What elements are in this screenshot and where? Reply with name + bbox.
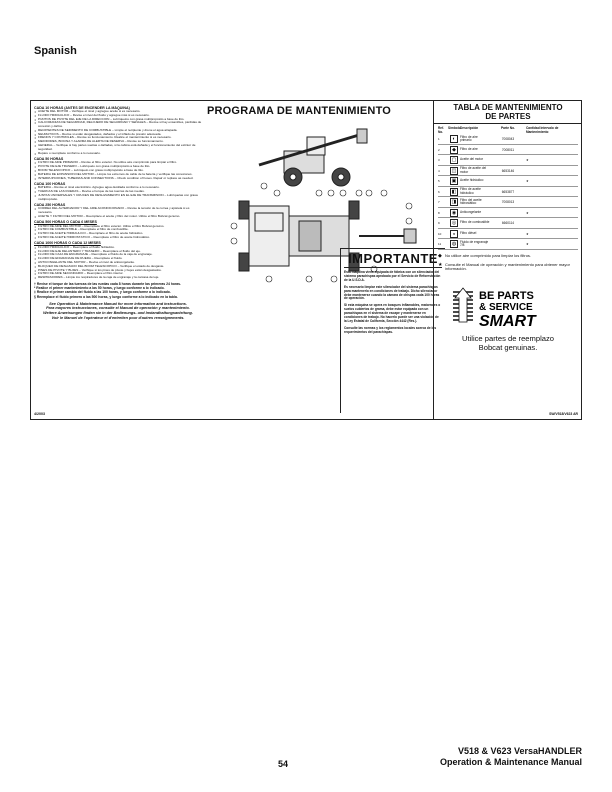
genuine-parts-line2: Bobcat genuinas. (478, 343, 538, 353)
logo-tool-icon (455, 288, 471, 322)
schedule-item: • ACEITE DEL MOTOR – Verifique el nivel y agregue aceite si es necesario. (34, 110, 202, 114)
schedule-heading: CADA 250 HORAS (34, 202, 66, 207)
schedule-notes (34, 282, 202, 299)
schedule-item: • JUNTAS UNIVERSALES Y CRUCES DE DESLIZAMIENTO EN EL EJE DE TRANSMISIÓN – Lubríquelas con grasa multipropósito. (34, 194, 202, 202)
important-paragraph: Esta máquina viene equipada de fábrica con un silenciador del sistema parachispas aprobado por el Servicio de Reforestación de la U.S.D.A. (344, 270, 441, 282)
schedule-item: • FLUIDO DE EJE DELANTERO Y TRASERO – Reemplace el fluido del eje. (34, 250, 202, 254)
star-icon: ★ (438, 261, 443, 268)
symbol-box-icon: ◆ (450, 146, 458, 154)
schedule-item: • FLUIDO HIDRÁULICO – Reemplace el fluido hidráulico. (34, 246, 202, 250)
parts-table-rows (438, 134, 578, 250)
schedule-heading: CADA 100 HORAS (34, 181, 66, 186)
page-number: 54 (278, 759, 289, 769)
row-part-number: 6653146 (501, 168, 515, 173)
decal-date: 4/2003 (34, 412, 45, 416)
important-title: IMPORTANTE (344, 251, 442, 268)
schedule-item: • BLOQUEO DE DESLIZADO DEL BOOM TELESCÓPICO – Verifique el estado de desgaste. (34, 265, 202, 269)
manual-reference (34, 302, 202, 320)
parts-table-row (438, 208, 578, 219)
parts-table-title-line2: DE PARTES (485, 111, 531, 121)
symbol-box-icon: ◒ (450, 230, 458, 238)
service-symbol-icon (448, 156, 460, 165)
schedule-item: • RESPIRADORES – Limpie los respiradores de la caja de engranaje y la carcasa del eje. (34, 276, 202, 280)
schedule-item: • CALCOMANÍAS DE SEGURIDAD, RELOJERO DE SEGURIDAD Y SEÑALES – Revise si hay ensambles, pérdidas de conexión y daños. (34, 121, 202, 129)
row-part-number: 6653877 (501, 189, 515, 194)
service-symbol-icon (448, 187, 460, 196)
row-description: Filtro diésel (460, 230, 477, 235)
parts-table-row (438, 145, 578, 156)
table-note-text: No utilice aire comprimido para limpiar los filtros. (445, 252, 532, 258)
language-label: Spanish (34, 45, 77, 57)
row-part-number: 7008013 (501, 200, 515, 205)
row-description: Aceite hidráulico (460, 178, 484, 183)
important-paragraph: Si esta máquina se opera en bosques inflamables, matorrales o suelos cubiertos de grama, debe estar equipada con un parachispas en el sistema de escape y mantenerse en condiciones de trabajo. No hacerlo puede ser una violación de la Ley Estatal de California, Sección 4442 (Res.). (344, 303, 441, 323)
parts-table-title-line1: TABLA DE MANTENIMIENTO (453, 103, 563, 112)
be-parts-service-smart-logo (438, 282, 578, 332)
diamond-icon: ◆ (438, 252, 442, 259)
row-description: Filtro de combustible (460, 220, 490, 225)
schedule-item: • RECIPIENTES DE SEDIMENTO DE COMBUSTIBLE – Limpie el recipiente y drene el agua atrapada. (34, 129, 202, 133)
manual-reference-line: Voir le Manuel de l'opérateur et d'entretien pour d'autres renseignements. (51, 315, 185, 320)
parts-table-panel (433, 101, 581, 419)
logo-line1: BE PARTS (479, 290, 534, 303)
table-note (438, 254, 578, 259)
schedule-item: • CORREA DEL ALTERNADOR Y DEL AIRE ACONDICIONADO – Revise la tensión de la correa y ajústela si es necesario. (34, 207, 202, 215)
maintenance-schedule-list (34, 104, 202, 416)
parts-table-row (438, 187, 578, 198)
manual-reference-line: See Operation & Maintenance Manual for more information and instructions. (49, 301, 187, 306)
logo-line2: & SERVICE (479, 302, 533, 314)
parts-table-header (438, 127, 578, 134)
row-description: Filtro de aire primario (460, 134, 478, 143)
manual-title-line1: V518 & V623 VersaHANDLER (457, 746, 582, 756)
schedule-note: † Revise el torque de las tuercas de las ruedas cada 8 horas durante las primeras 24 horas. (34, 281, 181, 286)
schedule-item: • FLUIDO DE CAJA DE ENGRANAJE – Reemplace el fluido de la caja de engranaje. (34, 253, 202, 257)
parts-table-row (438, 197, 578, 208)
parts-table-row (438, 239, 578, 250)
row-ref: 9 (438, 221, 440, 226)
service-symbol-icon (448, 219, 460, 228)
header-quantity: Cantidad Intervalo de Mantenimiento (526, 126, 559, 134)
schedule-item: • FLUIDO DE ENGRANAJE DE RUEDA – Reemplace el fluido. (34, 257, 202, 261)
row-quantity: ★ (526, 210, 529, 215)
symbol-box-icon: ◍ (451, 241, 457, 248)
manual-title (440, 746, 582, 768)
parts-table-row (438, 155, 578, 166)
row-description: Filtro de aire (460, 146, 478, 151)
row-description: Aceite del motor (460, 157, 484, 162)
manual-reference-line: Para mayores instrucciones, consulte el Manual de operación y mantenimiento. (46, 306, 190, 311)
row-part-number: 7008043 (501, 137, 515, 142)
manual-title-line2: Operation & Maintenance Manual (439, 757, 582, 767)
header-ref: Ref. No. (438, 126, 445, 134)
row-ref: 8 (438, 210, 440, 215)
schedule-item: • BATERÍA – Revise el nivel electrolítico. Agregue agua destilada conforme a lo necesario. (34, 186, 202, 190)
genuine-parts-line1: Utilice partes de reemplazo (461, 334, 554, 344)
table-note-text: Consulte el Manual de operación y mantenimiento para obtener mayor información. (445, 261, 570, 272)
schedule-heading: CADA 50 HORAS (34, 156, 64, 161)
schedule-item: • NEUMÁTICOS – Revise si están desgastados, dañados y el inflado de presión adecuada. (34, 133, 202, 137)
row-ref: 4 (438, 168, 440, 173)
row-ref: 6 (438, 189, 440, 194)
row-part-number: 7008011 (501, 147, 515, 152)
parts-table-row (438, 218, 578, 229)
schedule-item: • FLUIDO HIDRÁULICO – Revise el nivel del fluido y agregue más si es necesario. (34, 114, 202, 118)
schedule-item: • FILTRO DE AIRE DEL MOTOR – Reemplace el filtro exterior. Utilice el filtro Bobcat genuino. (34, 225, 202, 229)
row-ref: 3 (438, 158, 440, 163)
symbol-box-icon: ◫ (451, 167, 457, 174)
schedule-heading: CADA 10 HORAS (ANTES DE ENCENDER LA MÁQUINA) (34, 105, 130, 110)
row-ref: 11 (438, 242, 442, 247)
schedule-item: • PIVOTE DE EJE TRASERO – Lubríquelo con grasa multipropósito a base de litio. (34, 165, 202, 169)
important-paragraph: Consulte las normas y los reglamentos locales acerca de los requerimientos del parachispas. (344, 325, 437, 334)
symbol-box-icon: ▣ (451, 178, 457, 185)
logo-graphic (449, 282, 567, 332)
logo-line3: SMART (479, 313, 536, 331)
header-symbol: Símbolo (448, 126, 461, 131)
decal-part-number: SW/V518/V623 AR (549, 412, 578, 416)
schedule-note: ‡ Realice el primer cambio del fluido a las 100 horas, y luego conforme a lo indicado. (34, 290, 171, 295)
row-quantity: ★ (526, 242, 529, 247)
service-symbol-icon (448, 177, 460, 186)
parts-table-row (438, 166, 578, 177)
row-quantity: ★ (526, 158, 529, 163)
schedule-item: • FILTRO DE ACEITE HIDROSTÁTICO – Reemplace el filtro de aceite hidrostático. (34, 236, 202, 240)
row-description: Filtro de aceite hidráulico (460, 187, 481, 195)
parts-table-row (438, 229, 578, 240)
table-note (438, 263, 578, 273)
schedule-item: • ACEITE Y FILTRO DEL MOTOR – Reemplace el aceite y filtro del motor. Utilice el filtro Bobcat genuino. (34, 215, 202, 219)
maintenance-decal (30, 100, 582, 420)
row-description: Filtro de aceite del motor (460, 166, 487, 174)
header-description: Descripción (460, 126, 479, 131)
symbol-box-icon: ◐ (450, 135, 458, 143)
symbol-box-icon: ◉ (451, 209, 457, 216)
schedule-item: • MEDIDORES, BOCINA Y ALARMA DE ALERTA DE RESERVA – Revise su funcionamiento. (34, 140, 202, 144)
program-title: PROGRAMA DE MANTENIMIENTO (207, 105, 392, 117)
manual-reference-line: Weitere Anweisungen finden sie in der Bedienungs- und Instandhaltungsanleitung. (43, 310, 193, 315)
row-quantity: ★ (526, 231, 529, 236)
schedule-item: • PUNTOS DE PIVOTE DEL EJE DE LA DIRECCIÓN – Lubríquelos con grasa multipropósito a base de litio. (34, 118, 202, 122)
schedule-heading: CADA 500 HORAS O CADA 6 MESES (34, 220, 97, 225)
schedule-item: • INTERRUPCIONES, TUBERÍAS AND CONNECTIONS – Check condition of hoses. Repair or replace as needed. (34, 177, 202, 181)
schedule-item: • TUERCAS DE LAS RUEDAS – Revise el torque de las tuercas de las ruedas. (34, 190, 202, 194)
row-description: Filtro del aceite hidrostático (460, 197, 482, 206)
row-ref: 1 (438, 137, 440, 142)
telehandler-side-view (259, 129, 367, 186)
row-description: Anticongelante (460, 209, 482, 214)
important-paragraph: Es necesario limpiar este silenciador del sistema parachispas para mantenerlo en condiciones de trabajo. Dicho silenciador debe mantenerse cuando la cámara de chispas cada 100 horas de operación. (344, 284, 440, 301)
schedule-heading: CADA 1000 HORAS O CADA 12 MESES (34, 241, 101, 246)
parts-table-row (438, 134, 578, 145)
symbol-box-icon: ◨ (451, 199, 457, 206)
service-symbol-icon (448, 208, 460, 217)
row-quantity: ★ (526, 179, 529, 184)
important-notice (340, 248, 445, 413)
service-symbol-icon (448, 145, 460, 154)
symbol-box-icon: ◧ (451, 188, 457, 195)
row-part-number: 6660114 (501, 221, 515, 226)
schedule-item: • FILTRO DE AIRE PRIMARIO – Revise el filtro exterior. No utilice aire comprimido para limpiar el filtro. (34, 161, 202, 165)
service-symbol-icon (448, 198, 460, 207)
schedule-item: • BATERÍA DE EXPANSIÓN DEL MOTOR – Limpie los extremos de cable de la batería y verifique las conexiones. (34, 173, 202, 177)
schedule-item: • FILTRO DE ACEITE HIDRÁULICO – Reemplace el filtro de aceite hidráulico. (34, 232, 202, 236)
header-part: Parte No. (501, 126, 515, 131)
row-ref: 7 (438, 200, 440, 205)
row-ref: 5 (438, 179, 440, 184)
schedule-item: • FILTRO DE AIRE SECUNDARIO – Reemplace el filtro interior. (34, 272, 202, 276)
schedule-item: • FRENOS Y CONTROLES – Revise su funcionamiento. Realice el mantenimiento si es necesario. (34, 136, 202, 140)
schedule-note: § Reemplace el fluido primero a las 500 horas, y luego conforme a lo indicado en la tabla. (34, 294, 178, 299)
schedule-item: • ANTICONGELANTE DEL MOTOR – Revise el nivel de anticongelante. (34, 261, 202, 265)
row-description: Fluido de engranaje 7/8 (460, 239, 489, 248)
schedule-note: * Realice el primer mantenimiento a las 50 horas, y luego conforme a lo indicado. (34, 286, 165, 291)
service-symbol-icon (448, 166, 460, 175)
symbol-box-icon: ◎ (451, 220, 457, 227)
parts-table-row (438, 176, 578, 187)
schedule-item: • FILTRO DE COMBUSTIBLE – Reemplace el filtro de combustible. (34, 228, 202, 232)
row-ref: 2 (438, 147, 440, 152)
symbol-box-icon: ▢ (451, 157, 457, 164)
title-divider (434, 123, 581, 124)
schedule-item: • Repare o reemplace conforme a lo necesario. (34, 152, 202, 156)
row-ref: 10 (438, 231, 442, 236)
schedule-item: • PINES DE PIVOTE Y BUJES – Verifique si los pines de pivote y bujes están desgastados. (34, 269, 202, 273)
service-symbol-icon (448, 135, 460, 144)
service-symbol-icon (448, 229, 460, 238)
schedule-item: • BOOM TELESCÓPICO – Lubríquelo con grasa multipropósito a base de litio. (34, 169, 202, 173)
service-symbol-icon (448, 240, 460, 249)
schedule-item: • GENERAL – Verifique si hay partes sueltas o dañadas, si la cabina está dañada y el funcionamiento del extintor de seguridad. (34, 144, 202, 152)
